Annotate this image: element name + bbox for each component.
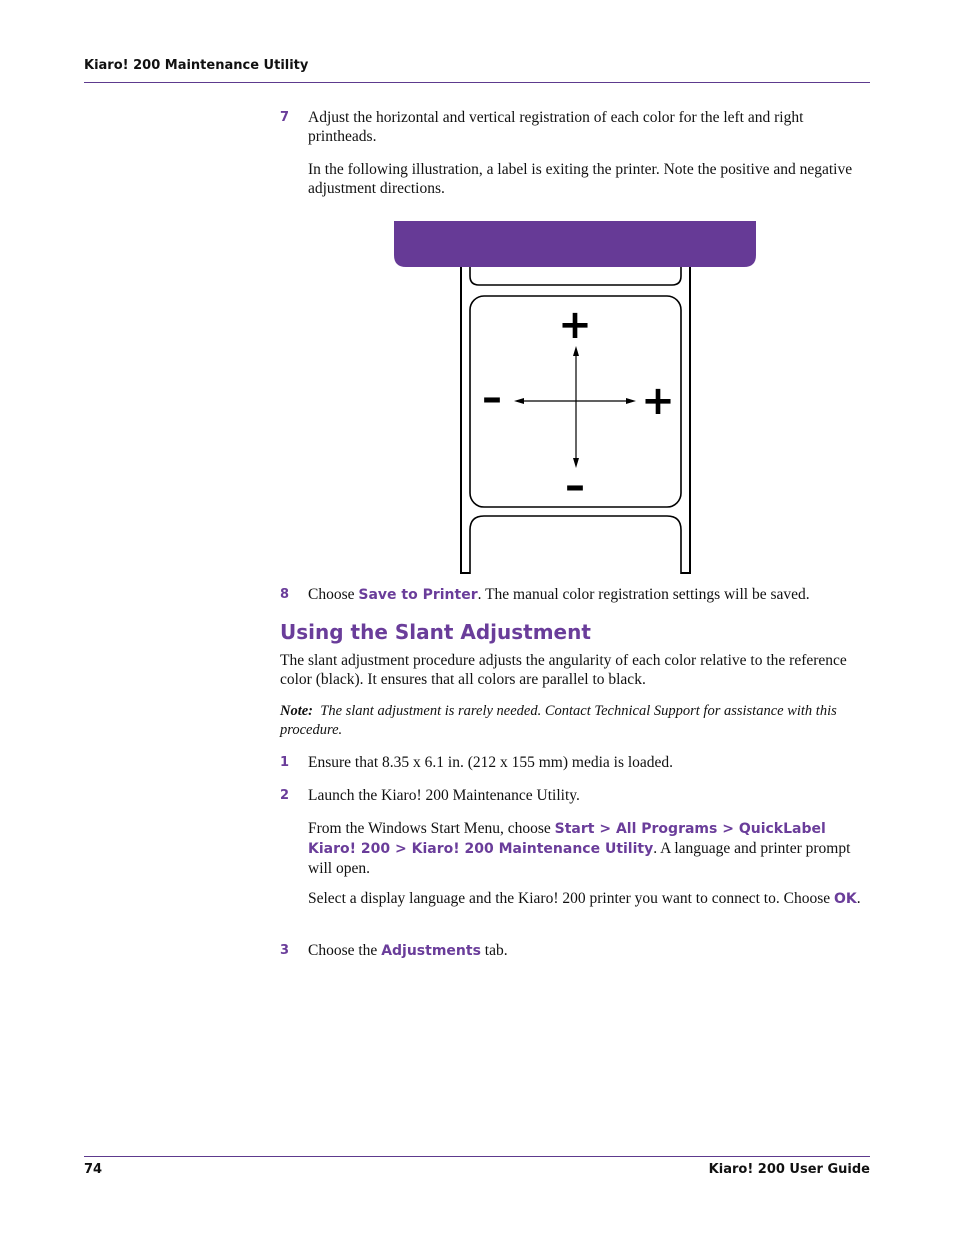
all-programs-label: All Programs [615, 821, 718, 837]
step-text: Launch the Kiaro! 200 Maintenance Utility. [308, 787, 580, 804]
header-rule [84, 82, 870, 83]
step-3-suffix: tab. [480, 942, 508, 959]
next-label [470, 516, 681, 574]
menu-separator: > [390, 841, 412, 857]
launch-detail [308, 819, 870, 878]
illustration-intro: In the following illustration, a label is exiting the printer. Note the positive and negative adjustment directions. [308, 161, 853, 197]
step-number: 8 [280, 587, 290, 602]
step-1 [280, 753, 870, 772]
printer-exit-bar [394, 221, 756, 267]
footer-rule [84, 1156, 870, 1157]
page-number: 74 [84, 1162, 103, 1177]
select-suffix: . [856, 890, 861, 907]
select-detail [308, 889, 870, 909]
running-header: Kiaro! 200 Maintenance Utility [84, 58, 309, 73]
step-number: 2 [280, 788, 290, 803]
quicklabel-folder-label: QuickLabel Kiaro! 200 [308, 821, 826, 857]
step-3 [280, 941, 870, 961]
adjustments-tab-label: Adjustments [381, 943, 481, 959]
note-text: The slant adjustment is rarely needed. Contact Technical Support for assistance with this procedure. [280, 703, 837, 738]
label-registration-figure [390, 218, 762, 576]
note-label: Note: [280, 703, 314, 719]
section-heading: Using the Slant Adjustment [280, 620, 591, 644]
menu-separator: > [594, 821, 616, 837]
note [280, 702, 870, 740]
previous-label [470, 267, 681, 285]
step-2 [280, 786, 870, 805]
step-3-prefix: Choose the [308, 942, 382, 959]
maintenance-utility-label: Kiaro! 200 Maintenance Utility [411, 841, 654, 857]
select-text: Select a display language and the Kiaro! 200 printer you want to connect to. Choose [308, 890, 834, 907]
menu-separator: > [717, 821, 739, 837]
launch-prefix: From the Windows Start Menu, choose [308, 820, 555, 837]
step-8-prefix: Choose [308, 586, 359, 603]
step-number: 1 [280, 755, 290, 770]
sign-left: – [482, 375, 502, 421]
step-text [308, 941, 870, 961]
guide-title: Kiaro! 200 User Guide [708, 1162, 870, 1177]
section-intro: The slant adjustment procedure adjusts the angularity of each color relative to the reference color (black). It ensures that all colors are parallel to black. [280, 652, 847, 688]
step-7 [280, 108, 870, 146]
step-text: Adjust the horizontal and vertical registration of each color for the left and right printheads. [308, 109, 804, 145]
ok-label: OK [834, 891, 857, 907]
sign-top: + [558, 302, 592, 348]
step-8 [280, 585, 870, 605]
save-to-printer-label: Save to Printer [358, 587, 478, 603]
sign-bottom: – [565, 463, 585, 509]
start-menu-label: Start [554, 821, 595, 837]
step-number: 7 [280, 110, 290, 125]
step-8-suffix: . The manual color registration settings will be saved. [477, 586, 810, 603]
step-number: 3 [280, 943, 290, 958]
step-text [308, 585, 870, 605]
step-text: Ensure that 8.35 x 6.1 in. (212 x 155 mm) media is loaded. [308, 754, 674, 771]
launch-suffix: . A language and printer prompt will open. [308, 840, 851, 877]
sign-right: + [641, 378, 675, 424]
